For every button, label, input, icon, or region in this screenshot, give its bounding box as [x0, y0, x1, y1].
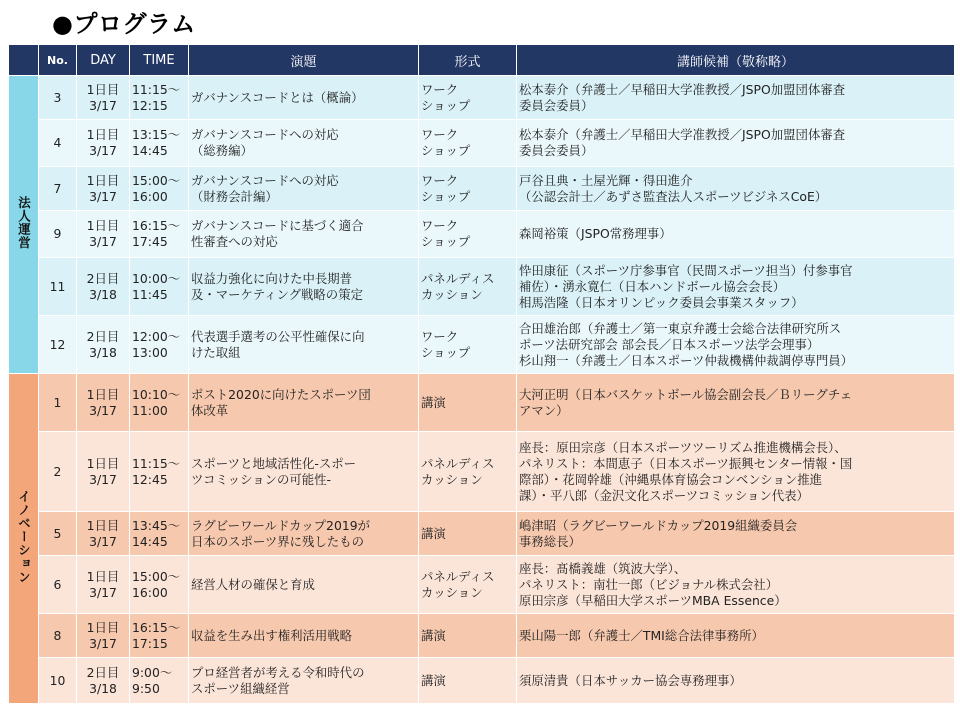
- session-speaker: [517, 512, 955, 556]
- session-speaker-line: 森岡裕策（JSPO常務理事）: [519, 226, 672, 241]
- header-topic: 演題: [189, 45, 419, 76]
- session-topic-line: 経営人材の確保と育成: [191, 576, 315, 592]
- session-time-line: 16:15〜: [132, 619, 181, 635]
- session-no-line: 10: [49, 672, 66, 688]
- table-row: [9, 556, 955, 614]
- header-speaker: 講師候補（敬称略）: [517, 45, 955, 76]
- session-format: [419, 432, 517, 512]
- session-speaker-line: 須原清貴（日本サッカー協会専務理事）: [519, 672, 742, 688]
- session-topic-line: ポスト2020に向けたスポーツ団: [191, 386, 371, 402]
- session-speaker-line: 際部）・花岡幹雄（沖縄県体育協会コンベンション推進: [519, 471, 823, 487]
- session-day-line: 1日目: [86, 619, 120, 635]
- session-time-line: 16:00: [132, 584, 168, 600]
- session-format-line: 講演: [421, 525, 446, 541]
- session-topic-line: スポーツと地域活性化-スポー: [191, 455, 357, 471]
- session-format: [419, 556, 517, 614]
- program-table: [8, 44, 955, 704]
- session-format-line: ワーク: [421, 218, 459, 233]
- session-no: [39, 76, 77, 120]
- session-speaker-line: 座長：髙橋義雄（筑波大学）、: [519, 560, 687, 576]
- session-day-line: 3/18: [89, 680, 117, 696]
- session-time: [130, 374, 189, 432]
- table-row: [9, 167, 955, 211]
- session-speaker: [517, 432, 955, 512]
- session-format-line: カッション: [421, 584, 483, 600]
- session-no: [39, 211, 77, 258]
- session-format-line: パネルディス: [421, 270, 495, 286]
- session-no-line: 8: [53, 627, 62, 643]
- session-topic: [189, 258, 419, 316]
- session-no: [39, 614, 77, 658]
- session-topic: [189, 658, 419, 704]
- session-speaker-line: 事務総長）: [519, 533, 581, 549]
- session-time-line: 11:15〜: [132, 455, 181, 471]
- session-day-line: 1日目: [86, 81, 120, 97]
- session-day-line: 2日目: [86, 270, 120, 286]
- session-no: [39, 120, 77, 167]
- session-speaker: [517, 658, 955, 704]
- session-topic-line: 収益力強化に向けた中長期普: [191, 270, 353, 286]
- session-format-line: ワーク: [421, 127, 459, 142]
- session-day-line: 1日目: [86, 517, 120, 533]
- header-format: 形式: [419, 45, 517, 76]
- session-no-line: 11: [49, 278, 66, 294]
- session-day-line: 3/18: [89, 286, 117, 302]
- session-no: [39, 512, 77, 556]
- session-speaker-line: 原田宗彦（早稲田大学スポーツMBA Essence）: [519, 592, 787, 608]
- session-topic-line: ラグビーワールドカップ2019が: [191, 517, 370, 533]
- session-day: [77, 432, 130, 512]
- session-no: [39, 316, 77, 374]
- table-row: [9, 614, 955, 658]
- session-format-line: ワーク: [421, 328, 459, 344]
- session-no: [39, 374, 77, 432]
- session-no: [39, 658, 77, 704]
- session-topic-line: （財務会計編）: [191, 188, 278, 204]
- session-format-line: ワーク: [421, 81, 459, 97]
- session-day-line: 1日目: [86, 455, 120, 471]
- session-time-line: 11:45: [132, 286, 168, 302]
- session-format: [419, 614, 517, 658]
- session-day: [77, 167, 130, 211]
- session-time: [130, 658, 189, 704]
- session-time-line: 13:00: [132, 344, 168, 360]
- session-format-line: 講演: [421, 672, 446, 688]
- session-day: [77, 120, 130, 167]
- session-no-line: 12: [49, 336, 66, 352]
- session-no: [39, 258, 77, 316]
- session-speaker-line: 松本泰介（弁護士／早稲田大学准教授／JSPO加盟団体審査: [519, 127, 846, 142]
- table-row: [9, 658, 955, 704]
- session-format-line: ショップ: [421, 188, 471, 204]
- session-time-line: 15:00〜: [132, 568, 181, 584]
- session-topic-line: 性審査への対応: [191, 234, 278, 249]
- session-speaker-line: 忰田康征（スポーツ庁参事官（民間スポーツ担当）付参事官: [519, 262, 853, 278]
- session-day: [77, 614, 130, 658]
- session-no: [39, 556, 77, 614]
- session-topic: [189, 167, 419, 211]
- category-text: イノベーション: [16, 489, 32, 584]
- session-no-line: 1: [53, 394, 62, 410]
- session-speaker-line: パネリスト：本間恵子（日本スポーツ振興センター情報・国: [519, 455, 853, 471]
- session-topic-line: けた取組: [191, 344, 241, 360]
- session-time-line: 12:15: [132, 97, 168, 113]
- session-speaker: [517, 316, 955, 374]
- session-time-line: 12:45: [132, 471, 168, 487]
- header-no: No.: [39, 45, 77, 76]
- session-topic: [189, 374, 419, 432]
- session-day: [77, 316, 130, 374]
- session-format: [419, 120, 517, 167]
- session-time: [130, 432, 189, 512]
- session-speaker: [517, 167, 955, 211]
- session-time-line: 11:00: [132, 402, 168, 418]
- session-format: [419, 316, 517, 374]
- session-speaker: [517, 76, 955, 120]
- session-day-line: 3/17: [89, 188, 117, 204]
- session-time-line: 14:45: [132, 533, 168, 549]
- session-no: [39, 432, 77, 512]
- session-no-line: 2: [53, 463, 62, 479]
- session-speaker-line: 補佐）・湧永寛仁（日本ハンドボール協会会長）: [519, 278, 786, 294]
- session-format-line: ワーク: [421, 172, 459, 188]
- session-speaker: [517, 120, 955, 167]
- session-topic-line: 代表選手選考の公平性確保に向: [191, 328, 365, 344]
- session-day-line: 1日目: [86, 386, 120, 402]
- session-topic-line: ガバナンスコードへの対応: [191, 172, 339, 188]
- session-topic-line: 及・マーケティング戦略の策定: [191, 286, 363, 302]
- session-no-line: 6: [53, 576, 62, 592]
- session-day-line: 3/17: [89, 97, 117, 113]
- session-speaker-line: 座長：原田宗彦（日本スポーツツーリズム推進機構会長）、: [519, 439, 847, 455]
- session-format: [419, 512, 517, 556]
- session-speaker-line: 相馬浩隆（日本オリンピック委員会事業スタッフ）: [519, 294, 804, 310]
- session-speaker-line: ポーツ法研究部会 部会長／日本スポーツ法学会理事）: [519, 336, 820, 352]
- session-topic-line: 体改革: [191, 402, 229, 418]
- session-day-line: 2日目: [86, 328, 120, 344]
- session-speaker-line: パネリスト：南壮一郎（ビジョナル株式会社）: [519, 576, 779, 592]
- session-time-line: 10:00〜: [132, 270, 181, 286]
- session-speaker-line: （公認会計士／あずさ監査法人スポーツビジネスCoE）: [519, 188, 828, 204]
- session-speaker: [517, 374, 955, 432]
- session-time-line: 13:45〜: [132, 517, 181, 533]
- session-speaker-line: 合田雄治郎（弁護士／第一東京弁護士会総合法律研究所ス: [519, 320, 842, 336]
- session-speaker-line: 課）・平八郎（金沢文化スポーツコミッション代表）: [519, 487, 809, 503]
- session-speaker-line: 松本泰介（弁護士／早稲田大学准教授／JSPO加盟団体審査: [519, 81, 846, 97]
- session-time-line: 16:15〜: [132, 218, 181, 233]
- table-row: [9, 211, 955, 258]
- session-time-line: 17:15: [132, 635, 168, 651]
- session-time: [130, 211, 189, 258]
- session-time-line: 11:15〜: [132, 81, 181, 97]
- session-topic-line: スポーツ組織経営: [191, 680, 290, 696]
- session-format-line: ショップ: [421, 143, 471, 158]
- session-day-line: 3/18: [89, 344, 117, 360]
- session-day: [77, 258, 130, 316]
- session-time-line: 16:00: [132, 188, 168, 204]
- session-topic: [189, 316, 419, 374]
- session-no-line: 9: [53, 226, 62, 241]
- session-no-line: 3: [53, 89, 62, 105]
- session-format-line: ショップ: [421, 97, 471, 113]
- session-format: [419, 167, 517, 211]
- session-topic: [189, 614, 419, 658]
- session-day-line: 3/17: [89, 584, 117, 600]
- session-topic: [189, 76, 419, 120]
- table-row: [9, 512, 955, 556]
- session-day-line: 3/17: [89, 533, 117, 549]
- session-time: [130, 614, 189, 658]
- session-topic-line: プロ経営者が考える令和時代の: [191, 664, 365, 680]
- session-speaker-line: 委員会委員）: [519, 143, 594, 158]
- session-day-line: 1日目: [86, 127, 120, 142]
- session-topic-line: （総務編）: [191, 143, 253, 158]
- session-no-line: 5: [53, 525, 62, 541]
- session-topic: [189, 512, 419, 556]
- session-format: [419, 374, 517, 432]
- session-speaker-line: 委員会委員）: [519, 97, 594, 113]
- session-format-line: 講演: [421, 394, 446, 410]
- session-day-line: 3/17: [89, 143, 117, 158]
- page-title: ●プログラム: [52, 10, 196, 38]
- session-format: [419, 258, 517, 316]
- session-time: [130, 556, 189, 614]
- session-topic: [189, 556, 419, 614]
- session-topic: [189, 432, 419, 512]
- session-day: [77, 211, 130, 258]
- table-header-row: [9, 45, 955, 76]
- session-day: [77, 658, 130, 704]
- session-format-line: ショップ: [421, 234, 471, 249]
- session-speaker-line: アマン）: [519, 402, 569, 418]
- session-topic: [189, 211, 419, 258]
- header-day: DAY: [77, 45, 130, 76]
- session-no: [39, 167, 77, 211]
- session-day: [77, 556, 130, 614]
- session-speaker-line: 杉山翔一（弁護士／日本スポーツ仲裁機構仲裁調停専門員）: [519, 352, 854, 368]
- session-no-line: 7: [53, 180, 62, 196]
- session-format: [419, 76, 517, 120]
- session-format-line: カッション: [421, 471, 483, 487]
- session-time-line: 13:15〜: [132, 127, 181, 142]
- session-topic-line: 日本のスポーツ界に残したもの: [191, 533, 364, 549]
- session-topic-line: ガバナンスコードに基づく適合: [191, 218, 364, 233]
- session-day-line: 2日目: [86, 664, 120, 680]
- header-category: [9, 45, 39, 76]
- table-row: [9, 432, 955, 512]
- session-time: [130, 76, 189, 120]
- session-time-line: 10:10〜: [132, 386, 181, 402]
- category-label-innovation: [9, 374, 39, 704]
- session-no-line: 4: [53, 135, 62, 150]
- session-day: [77, 512, 130, 556]
- session-topic-line: 収益を生み出す権利活用戦略: [191, 627, 353, 643]
- session-speaker: [517, 556, 955, 614]
- session-time-line: 17:45: [132, 234, 168, 249]
- table-row: [9, 120, 955, 167]
- table-row: [9, 316, 955, 374]
- session-time: [130, 167, 189, 211]
- table-row: [9, 76, 955, 120]
- session-day-line: 3/17: [89, 402, 117, 418]
- session-speaker-line: 戸谷且典・土屋光輝・得田進介: [519, 172, 693, 188]
- session-topic: [189, 120, 419, 167]
- session-time-line: 9:00〜: [132, 664, 173, 680]
- session-format-line: パネルディス: [421, 568, 495, 584]
- session-topic-line: ガバナンスコードへの対応: [191, 127, 339, 142]
- session-day-line: 1日目: [86, 568, 120, 584]
- session-time-line: 12:00〜: [132, 328, 181, 344]
- header-time: TIME: [130, 45, 189, 76]
- session-day-line: 3/17: [89, 635, 117, 651]
- session-format-line: ショップ: [421, 344, 471, 360]
- table-row: [9, 258, 955, 316]
- session-day-line: 3/17: [89, 471, 117, 487]
- session-topic-line: ガバナンスコードとは（概論）: [191, 89, 364, 105]
- session-time: [130, 512, 189, 556]
- session-time-line: 15:00〜: [132, 172, 181, 188]
- session-format: [419, 658, 517, 704]
- session-format: [419, 211, 517, 258]
- session-format-line: パネルディス: [421, 455, 495, 471]
- table-row: [9, 374, 955, 432]
- session-speaker-line: 大河正明（日本バスケットボール協会副会長／Ｂリーグチェ: [519, 386, 853, 402]
- session-speaker-line: 嶋津昭（ラグビーワールドカップ2019組織委員会: [519, 517, 798, 533]
- session-time: [130, 120, 189, 167]
- category-label-corporate: [9, 76, 39, 374]
- session-speaker: [517, 614, 955, 658]
- session-day: [77, 76, 130, 120]
- session-time: [130, 316, 189, 374]
- session-format-line: 講演: [421, 627, 446, 643]
- session-day-line: 1日目: [86, 218, 120, 233]
- session-day: [77, 374, 130, 432]
- session-format-line: カッション: [421, 286, 483, 302]
- category-text: 法人運営: [16, 195, 32, 250]
- session-speaker-line: 栗山陽一郎（弁護士／TMI総合法律事務所）: [519, 627, 764, 643]
- session-speaker: [517, 258, 955, 316]
- session-day-line: 1日目: [86, 172, 120, 188]
- session-day-line: 3/17: [89, 234, 117, 249]
- session-time-line: 9:50: [132, 680, 160, 696]
- session-time: [130, 258, 189, 316]
- session-time-line: 14:45: [132, 143, 168, 158]
- session-speaker: [517, 211, 955, 258]
- session-topic-line: ツコミッションの可能性-: [191, 471, 332, 487]
